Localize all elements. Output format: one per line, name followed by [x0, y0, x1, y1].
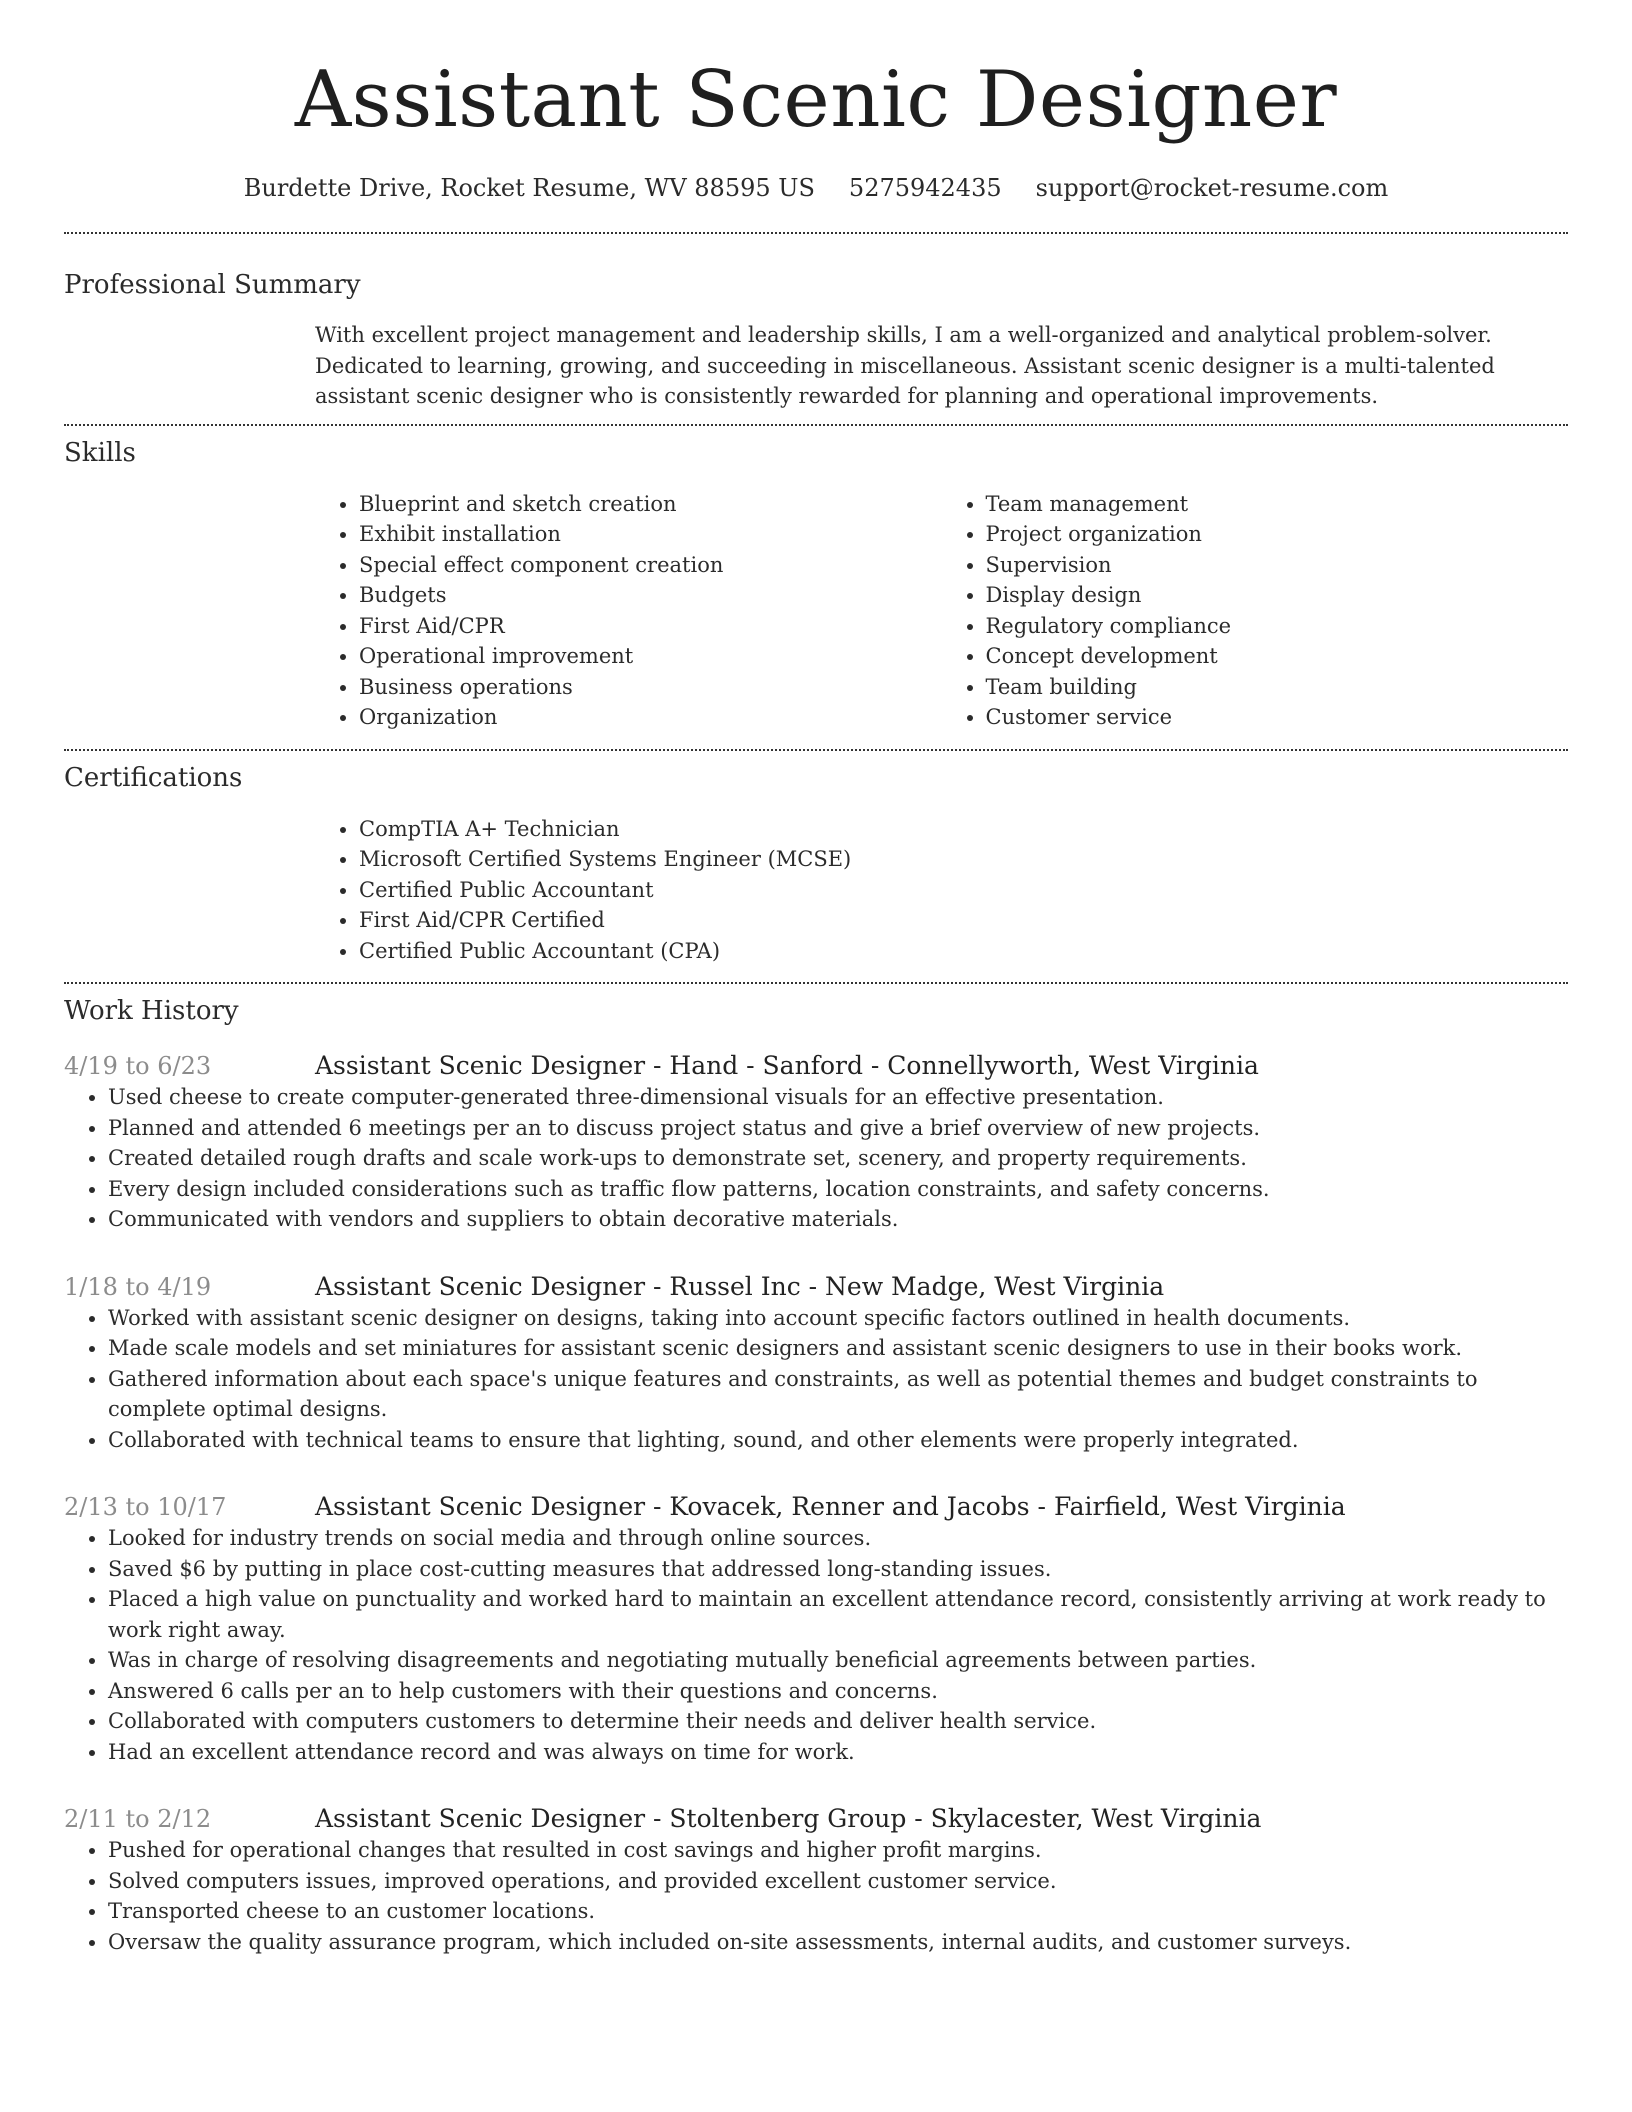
skill-item: • Business operations [359, 672, 942, 703]
job-bullet: • Created detailed rough drafts and scale work-ups to demonstrate set, scenery, and property requirements. [108, 1143, 1568, 1174]
certifications-title: Certifications [64, 762, 243, 793]
job-title: Assistant Scenic Designer - Hand - Sanford - Connellyworth, West Virginia [315, 1051, 1259, 1080]
job-bullet: • Planned and attended 6 meetings per an to discuss project status and give a brief overview of new projects. [108, 1113, 1568, 1144]
skill-item: • First Aid/CPR [359, 611, 942, 642]
skill-item: • Display design [986, 580, 1569, 611]
job-bullet: • Transported cheese to an customer locations. [108, 1896, 1568, 1927]
job-bullet: • Collaborated with technical teams to ensure that lighting, sound, and other elements were properly integrated. [108, 1425, 1568, 1456]
certification-item: • Microsoft Certified Systems Engineer (MCSE) [359, 844, 1568, 875]
job-entry [64, 1271, 1568, 1456]
job-bullet: • Was in charge of resolving disagreements and negotiating mutually beneficial agreements between parties. [108, 1645, 1568, 1676]
certification-item: • CompTIA A+ Technician [359, 814, 1568, 845]
skill-item: • Concept development [986, 641, 1569, 672]
job-date: 2/11 to 2/12 [64, 1805, 212, 1833]
contact-phone: 5275942435 [848, 174, 1002, 202]
skills-list-right [942, 489, 1569, 733]
job-bullets [64, 1523, 1568, 1767]
job-date: 4/19 to 6/23 [64, 1052, 212, 1080]
job-title: Assistant Scenic Designer - Stoltenberg Group - Skylacester, West Virginia [315, 1804, 1262, 1833]
skills-list-left [315, 489, 942, 733]
job-entry [64, 1803, 1568, 1957]
contact-line [64, 172, 1568, 204]
job-bullets [64, 1303, 1568, 1456]
certification-item: • First Aid/CPR Certified [359, 905, 1568, 936]
job-bullet: • Oversaw the quality assurance program, which included on-site assessments, internal audits, and customer surveys. [108, 1927, 1568, 1958]
job-bullet: • Had an excellent attendance record and was always on time for work. [108, 1737, 1568, 1768]
work-history-section [64, 984, 1568, 1957]
skill-item: • Special effect component creation [359, 550, 942, 581]
job-bullet: • Placed a high value on punctuality and worked hard to maintain an excellent attendance record, consistently arriving at work ready to work right away. [108, 1584, 1568, 1645]
job-title: Assistant Scenic Designer - Kovacek, Renner and Jacobs - Fairfield, West Virginia [315, 1492, 1346, 1521]
job-bullet: • Saved $6 by putting in place cost-cutting measures that addressed long-standing issues. [108, 1554, 1568, 1585]
skill-item: • Exhibit installation [359, 519, 942, 550]
job-bullets [64, 1082, 1568, 1235]
certifications-list [315, 814, 1568, 967]
certification-item: • Certified Public Accountant (CPA) [359, 936, 1568, 967]
job-entry [64, 1491, 1568, 1767]
job-bullet: • Answered 6 calls per an to help customers with their questions and concerns. [108, 1676, 1568, 1707]
summary-section [64, 234, 1568, 412]
job-entry [64, 1050, 1568, 1235]
skills-grid [315, 489, 1568, 733]
skill-item: • Supervision [986, 550, 1569, 581]
summary-title: Professional Summary [64, 270, 361, 300]
job-bullet: • Made scale models and set miniatures for assistant scenic designers and assistant scenic designers to use in their books work. [108, 1333, 1568, 1364]
summary-text: With excellent project management and leadership skills, I am a well-organized and analytical problem-solver. Dedicated to learning, growing, and succeeding in miscellaneous. Assistant scenic designer is a multi-talented assistant scenic designer who is consistently rewarded for planning and operational improvements. [315, 323, 1495, 408]
skill-item: • Blueprint and sketch creation [359, 489, 942, 520]
skill-item: • Team building [986, 672, 1569, 703]
contact-email: support@rocket-resume.com [1035, 174, 1389, 202]
job-bullet: • Pushed for operational changes that resulted in cost savings and higher profit margins. [108, 1835, 1568, 1866]
job-bullet: • Every design included considerations such as traffic flow patterns, location constraints, and safety concerns. [108, 1174, 1568, 1205]
skill-item: • Customer service [986, 702, 1569, 733]
resume-header [64, 0, 1568, 204]
skill-item: • Operational improvement [359, 641, 942, 672]
skills-title: Skills [64, 437, 136, 468]
skill-item: • Project organization [986, 519, 1569, 550]
job-bullets [64, 1835, 1568, 1957]
job-title: Assistant Scenic Designer - Russel Inc - New Madge, West Virginia [315, 1271, 1165, 1301]
candidate-name: Assistant Scenic Designer [294, 55, 1338, 145]
job-bullet: • Looked for industry trends on social media and through online sources. [108, 1523, 1568, 1554]
job-bullet: • Solved computers issues, improved operations, and provided excellent customer service. [108, 1866, 1568, 1897]
job-bullet: • Used cheese to create computer-generated three-dimensional visuals for an effective presentation. [108, 1082, 1568, 1113]
job-bullet: • Collaborated with computers customers to determine their needs and deliver health service. [108, 1706, 1568, 1737]
skill-item: • Regulatory compliance [986, 611, 1569, 642]
work-history-title: Work History [64, 996, 239, 1026]
skill-item: • Budgets [359, 580, 942, 611]
skill-item: • Team management [986, 489, 1569, 520]
job-bullet: • Gathered information about each space's unique features and constraints, as well as potential themes and budget constraints to complete optimal designs. [108, 1364, 1568, 1425]
job-bullet: • Worked with assistant scenic designer on designs, taking into account specific factors outlined in health documents. [108, 1303, 1568, 1334]
skill-item: • Organization [359, 702, 942, 733]
job-bullet: • Communicated with vendors and suppliers to obtain decorative materials. [108, 1204, 1568, 1235]
resume-page [64, 0, 1568, 1957]
job-date: 2/13 to 10/17 [64, 1493, 227, 1521]
contact-address: Burdette Drive, Rocket Resume, WV 88595 US [243, 174, 815, 202]
certification-item: • Certified Public Accountant [359, 875, 1568, 906]
job-date: 1/18 to 4/19 [64, 1272, 212, 1301]
certifications-section [64, 751, 1568, 967]
certifications-body [315, 814, 1568, 967]
skills-section [64, 426, 1568, 733]
